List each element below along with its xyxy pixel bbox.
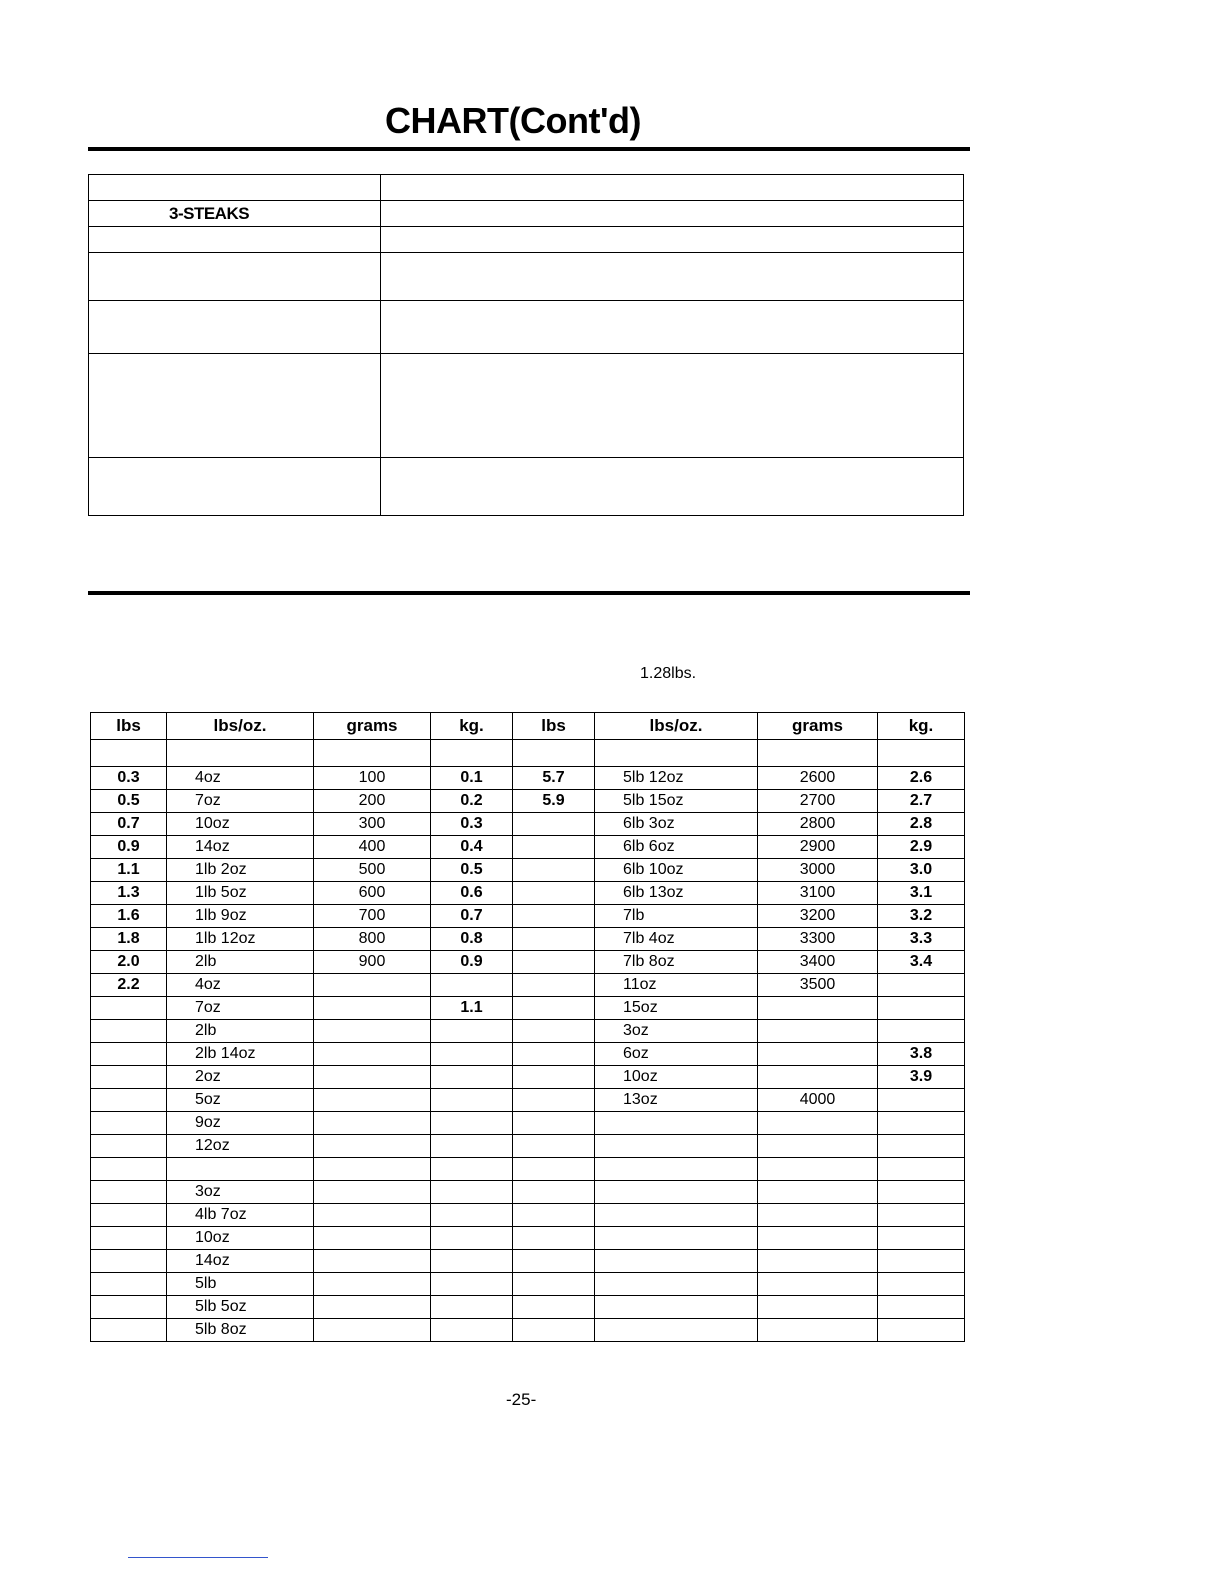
cell-lbs-oz: 12oz — [167, 1135, 314, 1158]
cell-kg-2: 2.7 — [878, 790, 965, 813]
cell-grams — [314, 1135, 431, 1158]
cell-grams: 200 — [314, 790, 431, 813]
cell-kg-2 — [878, 1089, 965, 1112]
cell-kg: 0.5 — [431, 859, 513, 882]
table-row — [91, 790, 965, 813]
cell-lbs-oz: 4oz — [167, 767, 314, 790]
cell-lbs-2 — [513, 1158, 595, 1181]
cell-lbs-2 — [513, 1319, 595, 1342]
cell-kg: 0.1 — [431, 767, 513, 790]
cell-lbs-oz: 1lb 2oz — [167, 859, 314, 882]
cell-lbs-oz-2 — [595, 1296, 758, 1319]
cell-lbs-2: 5.7 — [513, 767, 595, 790]
cell-grams — [314, 1273, 431, 1296]
cell-kg-2 — [878, 1273, 965, 1296]
cell-grams-2 — [758, 1296, 878, 1319]
cell-lbs — [91, 1204, 167, 1227]
chart-cell — [89, 354, 381, 458]
chart-cell — [89, 201, 381, 227]
cell-grams: 900 — [314, 951, 431, 974]
chart-cell — [381, 253, 964, 301]
cell-lbs — [91, 1020, 167, 1043]
table-row — [91, 1319, 965, 1342]
table-row — [91, 1250, 965, 1273]
cell-kg-2 — [878, 1135, 965, 1158]
cell-grams: 300 — [314, 813, 431, 836]
cell-grams: 100 — [314, 767, 431, 790]
weight-conversion-table — [90, 712, 965, 1342]
cell-kg — [431, 1043, 513, 1066]
cell-lbs: 1.6 — [91, 905, 167, 928]
cell-grams-2 — [758, 1066, 878, 1089]
cell-kg: 0.9 — [431, 951, 513, 974]
chart-cell — [381, 354, 964, 458]
cell-lbs-oz: 14oz — [167, 836, 314, 859]
cell-lbs-2 — [513, 951, 595, 974]
cell-kg — [431, 1181, 513, 1204]
cell-lbs-oz: 7oz — [167, 997, 314, 1020]
cell-kg-2 — [878, 1319, 965, 1342]
table-row — [91, 1135, 965, 1158]
cell-grams: 800 — [314, 928, 431, 951]
table-row — [91, 1204, 965, 1227]
cell-lbs-oz: 2oz — [167, 1066, 314, 1089]
chart-cell — [381, 301, 964, 354]
cell-lbs-2 — [513, 882, 595, 905]
cell-lbs-oz-2: 10oz — [595, 1066, 758, 1089]
chart-cell — [89, 253, 381, 301]
table-row — [91, 1020, 965, 1043]
cell-grams — [314, 1112, 431, 1135]
cell-lbs-oz-2 — [595, 1158, 758, 1181]
cell-grams-2 — [758, 1227, 878, 1250]
cell-lbs-2 — [513, 813, 595, 836]
cell-kg — [431, 1227, 513, 1250]
cell-grams-2 — [758, 1112, 878, 1135]
chart-cell — [89, 227, 381, 253]
cell-kg-2 — [878, 1250, 965, 1273]
cell-lbs — [91, 997, 167, 1020]
chart-cell — [381, 227, 964, 253]
page-title: CHART(Cont'd) — [385, 100, 641, 141]
header-lbs-oz-2: lbs/oz. — [595, 713, 758, 740]
cell-lbs-oz: 5lb — [167, 1273, 314, 1296]
cell-lbs-oz-2 — [595, 1181, 758, 1204]
page-number: -25- — [506, 1390, 537, 1409]
table-row — [91, 859, 965, 882]
cell-grams — [314, 1089, 431, 1112]
chart-cell — [89, 458, 381, 516]
chart-cell — [381, 201, 964, 227]
cell-kg-2: 2.6 — [878, 767, 965, 790]
table-row — [91, 974, 965, 997]
table-row — [91, 905, 965, 928]
cell-lbs-2 — [513, 1089, 595, 1112]
cell-lbs-oz-2 — [595, 1319, 758, 1342]
cell-kg — [431, 1135, 513, 1158]
cell-lbs-oz: 1lb 12oz — [167, 928, 314, 951]
cell-lbs-2 — [513, 997, 595, 1020]
cell-lbs — [91, 1250, 167, 1273]
table-row — [91, 928, 965, 951]
table-row — [91, 1089, 965, 1112]
cell-kg — [431, 974, 513, 997]
cell-lbs-2 — [513, 1043, 595, 1066]
cell-grams-2 — [758, 1135, 878, 1158]
cell-kg-2 — [878, 974, 965, 997]
cell-lbs: 0.9 — [91, 836, 167, 859]
cell-grams-2 — [758, 1158, 878, 1181]
cell-grams-2: 2900 — [758, 836, 878, 859]
cell-lbs-2 — [513, 1112, 595, 1135]
cell-kg — [431, 1112, 513, 1135]
cell-kg-2: 3.2 — [878, 905, 965, 928]
cell-kg-2: 3.0 — [878, 859, 965, 882]
cell-kg-2 — [878, 1158, 965, 1181]
cell-grams — [314, 1296, 431, 1319]
cell-grams-2: 4000 — [758, 1089, 878, 1112]
cell-lbs — [91, 1273, 167, 1296]
cell-grams — [314, 1250, 431, 1273]
cell-kg — [431, 1066, 513, 1089]
cell-kg-2 — [878, 1204, 965, 1227]
table-row — [91, 1066, 965, 1089]
cell-kg-2: 3.4 — [878, 951, 965, 974]
chart-cell — [89, 175, 381, 201]
cell-lbs-oz-2: 11oz — [595, 974, 758, 997]
cell-lbs: 1.8 — [91, 928, 167, 951]
cell-grams-2 — [758, 1273, 878, 1296]
cell-kg-2: 2.9 — [878, 836, 965, 859]
cell-grams-2: 2600 — [758, 767, 878, 790]
cell-grams — [314, 1066, 431, 1089]
table-row — [91, 813, 965, 836]
cell-lbs-oz-2 — [595, 1250, 758, 1273]
cell-lbs — [91, 1135, 167, 1158]
cell-lbs-oz-2: 5lb 12oz — [595, 767, 758, 790]
cell-lbs: 2.2 — [91, 974, 167, 997]
cell-lbs: 0.5 — [91, 790, 167, 813]
cell-lbs-oz-2 — [595, 1273, 758, 1296]
cell-lbs-oz-2: 7lb 4oz — [595, 928, 758, 951]
cell-lbs-2 — [513, 859, 595, 882]
cell-lbs-oz: 1lb 5oz — [167, 882, 314, 905]
cell-kg: 0.6 — [431, 882, 513, 905]
header-kg-2: kg. — [878, 713, 965, 740]
cell-lbs-2 — [513, 1135, 595, 1158]
cell-lbs-oz-2: 6lb 10oz — [595, 859, 758, 882]
cell-kg-2 — [878, 1020, 965, 1043]
cell-lbs-oz: 4oz — [167, 974, 314, 997]
table-row — [91, 836, 965, 859]
cell-grams — [314, 1020, 431, 1043]
cell-grams-2: 3300 — [758, 928, 878, 951]
section-rule — [88, 591, 970, 595]
cell-lbs — [91, 1066, 167, 1089]
cell-lbs-oz-2: 6lb 13oz — [595, 882, 758, 905]
cell-grams-2: 3100 — [758, 882, 878, 905]
table-row — [91, 882, 965, 905]
cell-grams — [314, 1319, 431, 1342]
cell-lbs-oz: 2lb — [167, 951, 314, 974]
cell-grams-2: 2700 — [758, 790, 878, 813]
table-row — [91, 1273, 965, 1296]
cell-lbs-2: 5.9 — [513, 790, 595, 813]
header-lbs-oz: lbs/oz. — [167, 713, 314, 740]
cell-lbs-2 — [513, 928, 595, 951]
cell-grams — [314, 1043, 431, 1066]
table-row — [91, 1043, 965, 1066]
cell-grams: 700 — [314, 905, 431, 928]
chart-cell — [89, 301, 381, 354]
cell-lbs-oz-2 — [595, 1112, 758, 1135]
cell-lbs — [91, 1158, 167, 1181]
cell-lbs — [91, 1043, 167, 1066]
cell-grams: 400 — [314, 836, 431, 859]
cell-lbs: 0.7 — [91, 813, 167, 836]
cell-kg: 0.2 — [431, 790, 513, 813]
header-kg: kg. — [431, 713, 513, 740]
cell-grams-2 — [758, 1319, 878, 1342]
cell-lbs: 1.1 — [91, 859, 167, 882]
table-row — [91, 997, 965, 1020]
cell-kg — [431, 1158, 513, 1181]
cell-lbs-oz: 1lb 9oz — [167, 905, 314, 928]
cell-kg: 0.3 — [431, 813, 513, 836]
header-lbs-2: lbs — [513, 713, 595, 740]
cell-kg — [431, 1319, 513, 1342]
header-grams-2: grams — [758, 713, 878, 740]
cell-grams-2 — [758, 1181, 878, 1204]
cell-kg-2 — [878, 1296, 965, 1319]
cell-grams-2 — [758, 1204, 878, 1227]
cell-lbs-oz-2 — [595, 1135, 758, 1158]
cell-grams-2 — [758, 1020, 878, 1043]
cell-lbs — [91, 1296, 167, 1319]
cell-lbs: 2.0 — [91, 951, 167, 974]
cell-lbs: 1.3 — [91, 882, 167, 905]
cell-lbs-oz-2 — [595, 1227, 758, 1250]
cell-grams-2 — [758, 1250, 878, 1273]
cell-lbs-2 — [513, 1273, 595, 1296]
cell-lbs-oz-2: 3oz — [595, 1020, 758, 1043]
cell-kg: 0.4 — [431, 836, 513, 859]
table-row — [91, 1112, 965, 1135]
table-row — [91, 1158, 965, 1181]
cell-kg-2 — [878, 1112, 965, 1135]
cell-grams — [314, 1204, 431, 1227]
cell-lbs-oz-2: 7lb — [595, 905, 758, 928]
cell-lbs-2 — [513, 1204, 595, 1227]
cell-lbs-oz: 5oz — [167, 1089, 314, 1112]
table-row — [91, 1227, 965, 1250]
cell-lbs-2 — [513, 1020, 595, 1043]
cell-lbs-oz-2: 7lb 8oz — [595, 951, 758, 974]
cell-kg-2: 3.3 — [878, 928, 965, 951]
cell-grams-2 — [758, 997, 878, 1020]
cell-lbs-2 — [513, 905, 595, 928]
cell-lbs-oz: 14oz — [167, 1250, 314, 1273]
cell-lbs-oz: 2lb — [167, 1020, 314, 1043]
cell-kg — [431, 1204, 513, 1227]
cell-kg-2: 3.9 — [878, 1066, 965, 1089]
cell-kg — [431, 1296, 513, 1319]
cell-lbs — [91, 1112, 167, 1135]
cell-kg-2 — [878, 997, 965, 1020]
cell-grams: 500 — [314, 859, 431, 882]
cell-lbs-2 — [513, 1066, 595, 1089]
cell-kg: 0.7 — [431, 905, 513, 928]
spacer-row — [91, 740, 965, 767]
table-row — [91, 767, 965, 790]
cell-kg: 0.8 — [431, 928, 513, 951]
cell-lbs — [91, 1181, 167, 1204]
cell-lbs-2 — [513, 1296, 595, 1319]
cell-grams — [314, 974, 431, 997]
cell-grams — [314, 997, 431, 1020]
conversion-rows — [91, 740, 965, 1342]
cell-grams: 600 — [314, 882, 431, 905]
cell-lbs-oz-2: 13oz — [595, 1089, 758, 1112]
cell-kg-2: 3.8 — [878, 1043, 965, 1066]
cell-lbs — [91, 1089, 167, 1112]
cell-lbs-oz-2 — [595, 1204, 758, 1227]
cell-kg — [431, 1250, 513, 1273]
cell-lbs-oz-2: 15oz — [595, 997, 758, 1020]
cell-kg — [431, 1089, 513, 1112]
cell-lbs-oz: 9oz — [167, 1112, 314, 1135]
cell-lbs-2 — [513, 974, 595, 997]
cell-grams-2: 3200 — [758, 905, 878, 928]
cell-kg-2: 3.1 — [878, 882, 965, 905]
cell-lbs-oz: 10oz — [167, 1227, 314, 1250]
cell-lbs-oz-2: 6oz — [595, 1043, 758, 1066]
cell-lbs: 0.3 — [91, 767, 167, 790]
chart-cell — [381, 458, 964, 516]
header-lbs: lbs — [91, 713, 167, 740]
cell-lbs-oz-2: 5lb 15oz — [595, 790, 758, 813]
cell-lbs-oz-2: 6lb 3oz — [595, 813, 758, 836]
footer-link-underline — [128, 1557, 268, 1558]
cooking-chart-table — [88, 174, 964, 516]
cell-grams-2: 3400 — [758, 951, 878, 974]
cell-kg: 1.1 — [431, 997, 513, 1020]
cell-grams-2: 3000 — [758, 859, 878, 882]
cell-lbs-oz: 7oz — [167, 790, 314, 813]
ratio-note: 1.28lbs. — [640, 665, 697, 682]
cell-lbs — [91, 1319, 167, 1342]
cell-kg-2 — [878, 1227, 965, 1250]
cell-kg-2 — [878, 1181, 965, 1204]
steaks-label: 3-STEAKS — [169, 203, 250, 223]
cell-lbs-oz-2: 6lb 6oz — [595, 836, 758, 859]
table-row — [91, 1181, 965, 1204]
cell-lbs-2 — [513, 836, 595, 859]
cell-kg — [431, 1273, 513, 1296]
cell-kg-2: 2.8 — [878, 813, 965, 836]
cell-grams — [314, 1158, 431, 1181]
cell-kg — [431, 1020, 513, 1043]
cell-lbs-oz: 10oz — [167, 813, 314, 836]
cell-grams-2: 2800 — [758, 813, 878, 836]
cell-grams — [314, 1227, 431, 1250]
cell-grams-2: 3500 — [758, 974, 878, 997]
title-rule — [88, 147, 970, 151]
table-row — [91, 1296, 965, 1319]
cell-lbs-oz — [167, 1158, 314, 1181]
cell-lbs-oz: 3oz — [167, 1181, 314, 1204]
cell-lbs-oz: 5lb 5oz — [167, 1296, 314, 1319]
header-grams: grams — [314, 713, 431, 740]
cell-lbs-2 — [513, 1227, 595, 1250]
chart-cell — [381, 175, 964, 201]
cell-grams-2 — [758, 1043, 878, 1066]
cell-lbs-oz: 2lb 14oz — [167, 1043, 314, 1066]
cell-lbs-2 — [513, 1181, 595, 1204]
cell-lbs-2 — [513, 1250, 595, 1273]
cell-grams — [314, 1181, 431, 1204]
cell-lbs-oz: 5lb 8oz — [167, 1319, 314, 1342]
table-row — [91, 951, 965, 974]
cell-lbs — [91, 1227, 167, 1250]
cell-lbs-oz: 4lb 7oz — [167, 1204, 314, 1227]
